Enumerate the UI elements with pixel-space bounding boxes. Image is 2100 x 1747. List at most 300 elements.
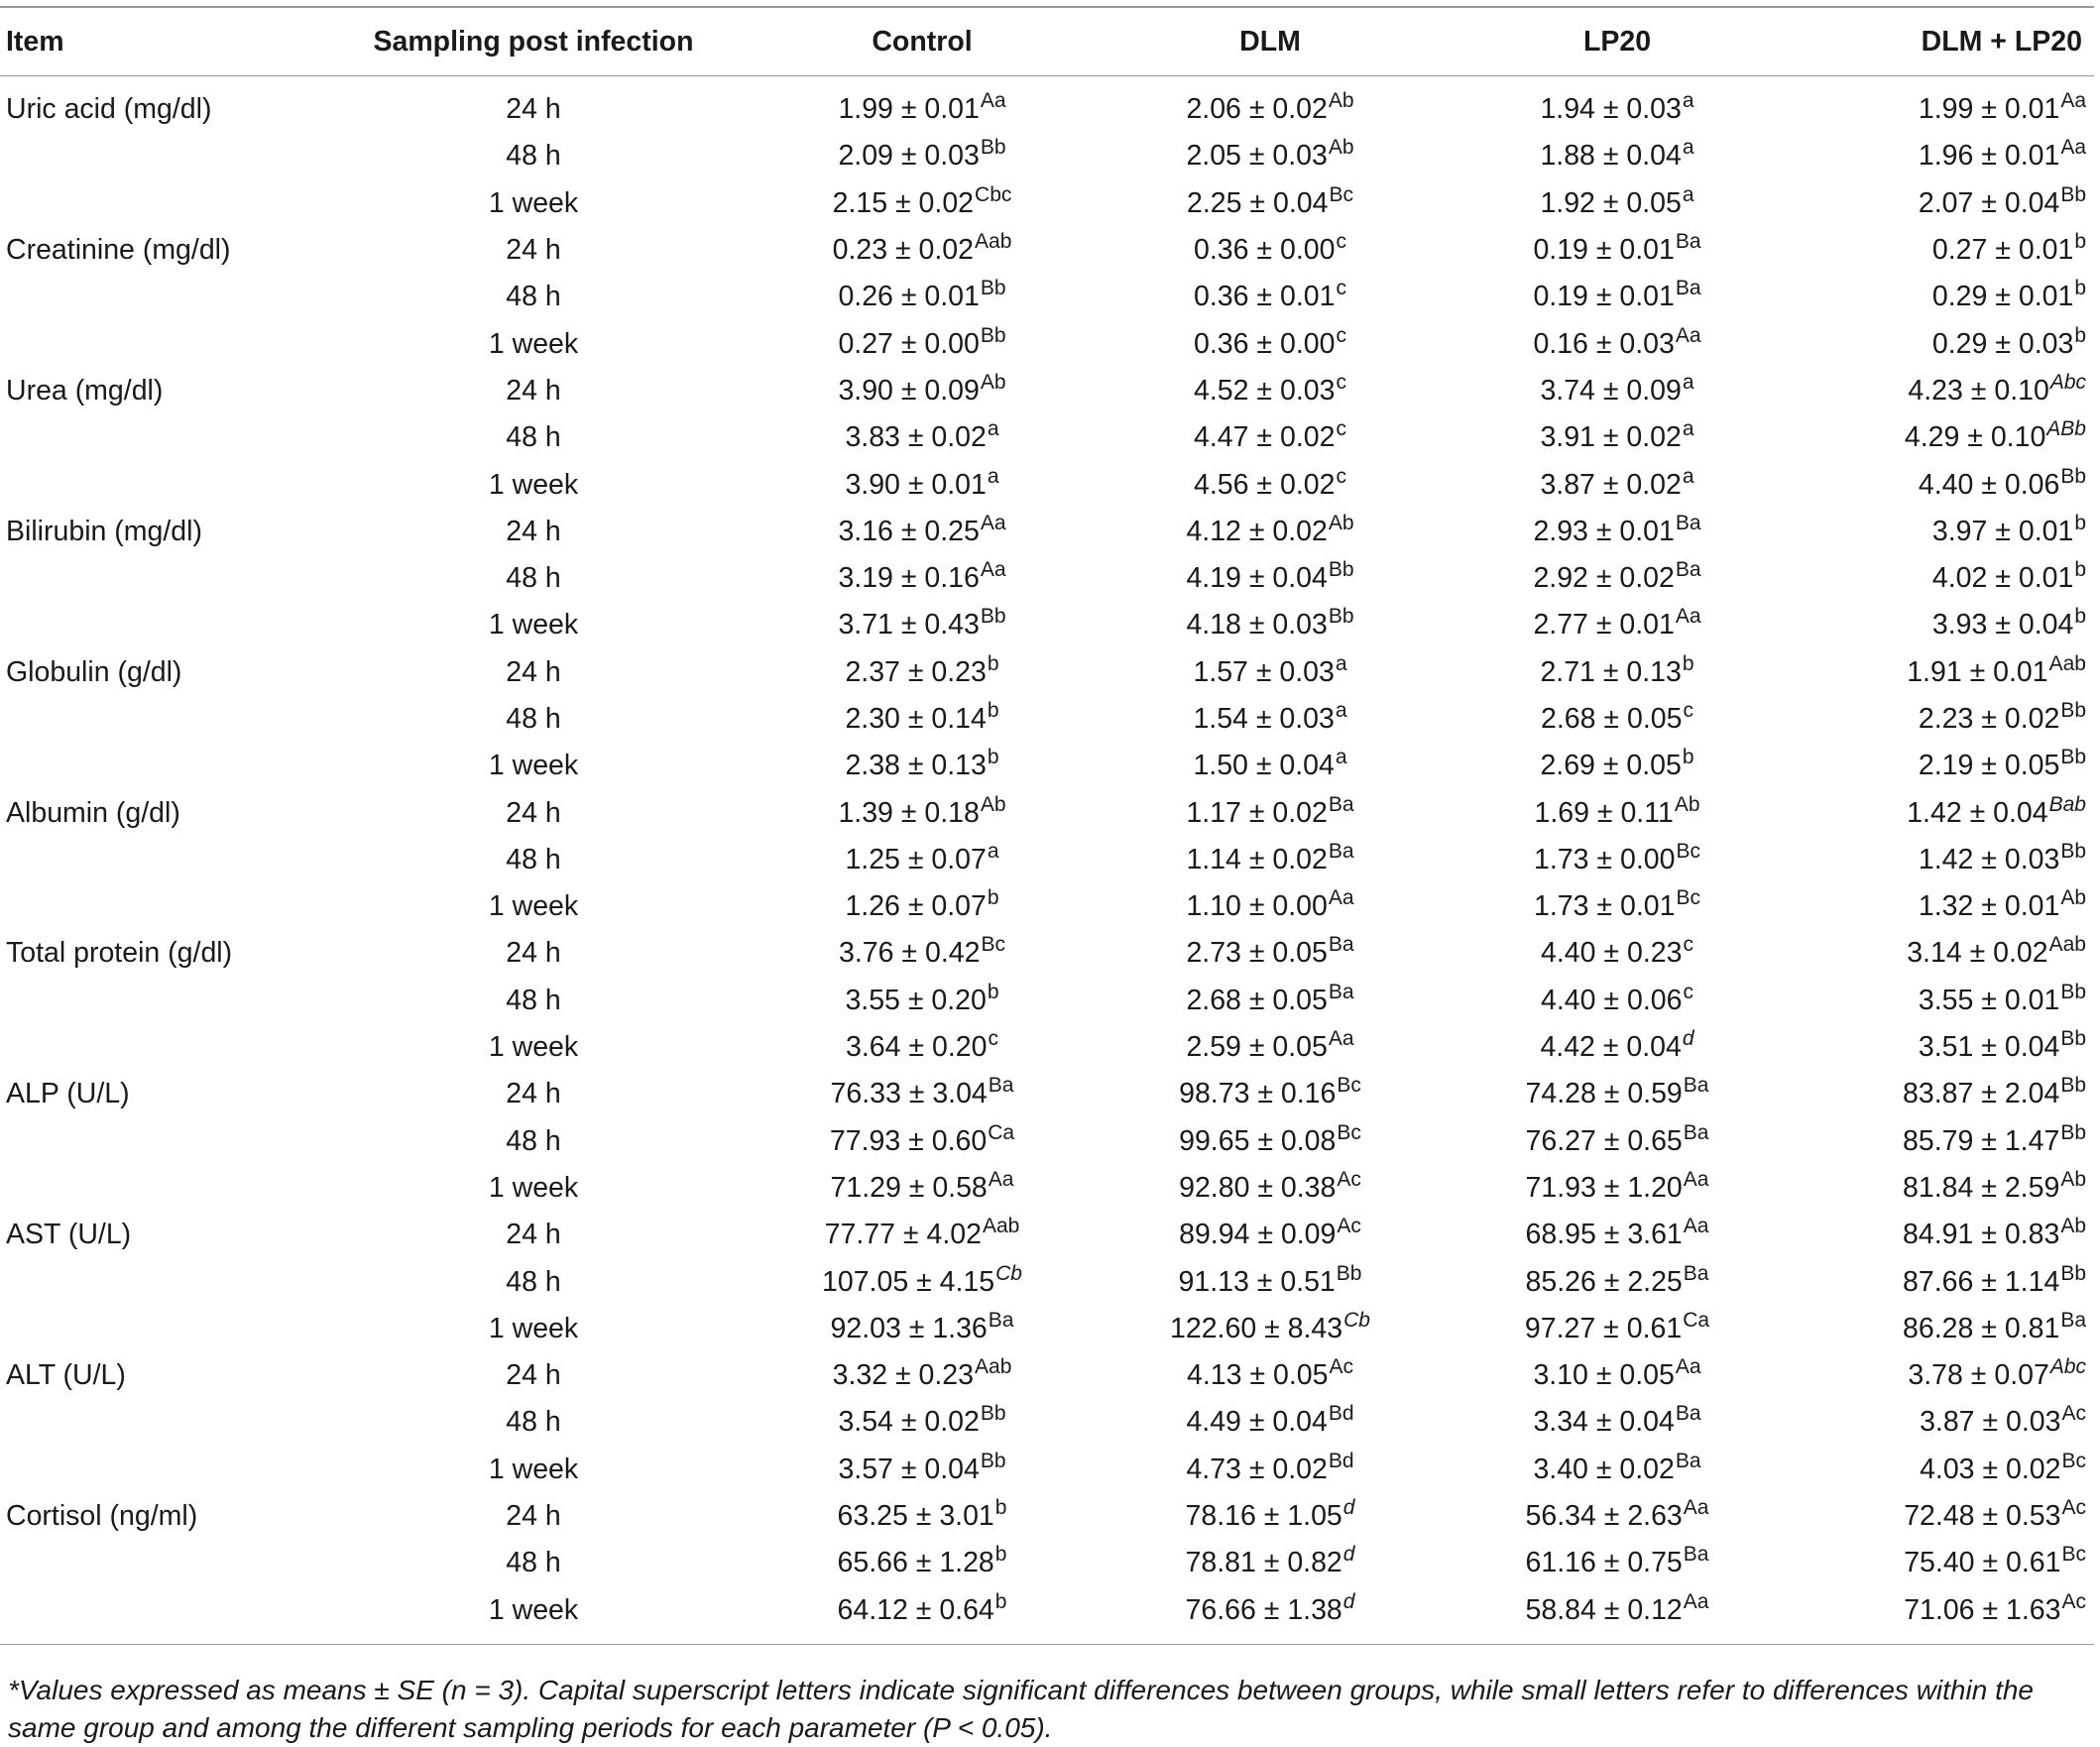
mean-se-value: 78.16 ± 1.05 bbox=[1185, 1500, 1342, 1533]
significance-superscript: a bbox=[1682, 370, 1694, 394]
mean-se-value: 1.92 ± 0.05 bbox=[1540, 186, 1682, 219]
significance-superscript: Ba bbox=[1675, 230, 1701, 254]
significance-superscript: b bbox=[987, 746, 999, 769]
lp20-value-cell bbox=[1446, 1493, 1789, 1540]
table-row bbox=[0, 368, 2094, 414]
significance-superscript: Bb bbox=[1328, 558, 1354, 582]
item-cell bbox=[0, 1540, 317, 1586]
lp20-value-cell bbox=[1446, 1118, 1789, 1165]
significance-superscript: d bbox=[1342, 1543, 1355, 1567]
control-value-cell bbox=[750, 837, 1095, 883]
sampling-cell: 24 h bbox=[506, 796, 561, 829]
mean-se-value: 1.50 ± 0.04 bbox=[1193, 750, 1335, 782]
mean-se-value: 81.84 ± 2.59 bbox=[1903, 1171, 2060, 1204]
control-value-cell bbox=[750, 1399, 1095, 1446]
lp20-value-cell bbox=[1446, 461, 1789, 508]
significance-superscript: Ba bbox=[1683, 1261, 1709, 1285]
significance-superscript: Ba bbox=[1328, 980, 1354, 1003]
mean-se-value: 1.57 ± 0.03 bbox=[1193, 655, 1335, 688]
mean-se-value: 76.27 ± 0.65 bbox=[1525, 1124, 1683, 1157]
control-value-cell bbox=[750, 1306, 1095, 1352]
significance-superscript: Bd bbox=[1328, 1449, 1354, 1472]
dlm-value-cell bbox=[1095, 1165, 1446, 1212]
mean-se-value: 2.77 ± 0.01 bbox=[1533, 609, 1675, 641]
mean-se-value: 0.29 ± 0.03 bbox=[1931, 327, 2074, 360]
sampling-cell: 24 h bbox=[506, 937, 561, 970]
significance-superscript: Bb bbox=[2060, 1261, 2086, 1285]
mean-se-value: 86.28 ± 0.81 bbox=[1903, 1312, 2060, 1344]
mean-se-value: 2.93 ± 0.01 bbox=[1533, 515, 1675, 547]
mean-se-value: 0.36 ± 0.00 bbox=[1194, 327, 1336, 360]
lp20-value-cell bbox=[1446, 414, 1789, 461]
mean-se-value: 0.36 ± 0.01 bbox=[1194, 281, 1336, 313]
mean-se-value: 85.26 ± 2.25 bbox=[1525, 1265, 1683, 1298]
dlm-lp20-value-cell bbox=[1789, 978, 2094, 1024]
lp20-value-cell bbox=[1446, 883, 1789, 930]
item-cell: Urea (mg/dl) bbox=[6, 374, 164, 407]
item-cell bbox=[0, 602, 317, 648]
dlm-value-cell bbox=[1095, 883, 1446, 930]
significance-superscript: Aa bbox=[980, 511, 1006, 534]
control-value-cell bbox=[750, 1258, 1095, 1305]
mean-se-value: 4.18 ± 0.03 bbox=[1186, 609, 1328, 641]
significance-superscript: Ba bbox=[1675, 277, 1701, 300]
control-value-cell bbox=[750, 1165, 1095, 1212]
mean-se-value: 2.05 ± 0.03 bbox=[1186, 140, 1328, 173]
mean-se-value: 72.48 ± 0.53 bbox=[1904, 1500, 2061, 1533]
control-value-cell bbox=[750, 930, 1095, 977]
table-row bbox=[0, 76, 2094, 134]
significance-superscript: Ba bbox=[988, 1074, 1014, 1098]
table-row bbox=[0, 1118, 2094, 1165]
control-value-cell bbox=[750, 76, 1095, 134]
table-row bbox=[0, 1587, 2094, 1645]
mean-se-value: 4.29 ± 0.10 bbox=[1904, 421, 2046, 454]
dlm-lp20-value-cell bbox=[1789, 743, 2094, 789]
significance-superscript: Aa bbox=[988, 1167, 1014, 1191]
mean-se-value: 97.27 ± 0.61 bbox=[1524, 1312, 1683, 1344]
dlm-value-cell bbox=[1095, 509, 1446, 555]
mean-se-value: 2.06 ± 0.02 bbox=[1186, 93, 1328, 126]
significance-superscript: Ba bbox=[1675, 1449, 1701, 1472]
mean-se-value: 92.80 ± 0.38 bbox=[1179, 1171, 1337, 1204]
table-row bbox=[0, 696, 2094, 743]
dlm-value-cell bbox=[1095, 930, 1446, 977]
table-row bbox=[0, 1071, 2094, 1117]
table-row bbox=[0, 1212, 2094, 1258]
dlm-lp20-value-cell bbox=[1789, 1399, 2094, 1446]
sampling-cell: 24 h bbox=[506, 93, 561, 126]
significance-superscript: Ba bbox=[1683, 1543, 1709, 1567]
item-cell: Creatinine (mg/dl) bbox=[6, 234, 231, 267]
mean-se-value: 3.71 ± 0.43 bbox=[838, 609, 980, 641]
dlm-lp20-value-cell bbox=[1789, 1118, 2094, 1165]
lp20-value-cell bbox=[1446, 1306, 1789, 1352]
mean-se-value: 84.91 ± 0.83 bbox=[1903, 1219, 2060, 1251]
mean-se-value: 65.66 ± 1.28 bbox=[837, 1547, 994, 1579]
dlm-value-cell bbox=[1095, 1024, 1446, 1071]
dlm-value-cell bbox=[1095, 461, 1446, 508]
significance-superscript: c bbox=[1336, 323, 1346, 347]
significance-superscript: Ab bbox=[980, 792, 1006, 816]
mean-se-value: 3.32 ± 0.23 bbox=[832, 1359, 975, 1392]
dlm-lp20-value-cell bbox=[1789, 1493, 2094, 1540]
table-row bbox=[0, 1352, 2094, 1399]
significance-superscript: Abc bbox=[2049, 370, 2086, 394]
significance-superscript: Ab bbox=[2060, 1215, 2086, 1238]
sampling-cell: 24 h bbox=[506, 1500, 561, 1533]
significance-superscript: Bb bbox=[980, 605, 1006, 629]
mean-se-value: 4.73 ± 0.02 bbox=[1186, 1453, 1328, 1485]
mean-se-value: 3.87 ± 0.02 bbox=[1540, 468, 1682, 501]
mean-se-value: 4.12 ± 0.02 bbox=[1186, 515, 1328, 547]
item-cell bbox=[0, 1024, 317, 1071]
significance-superscript: Ac bbox=[1337, 1215, 1361, 1238]
header-dlm-lp20: DLM + LP20 bbox=[1789, 7, 2094, 76]
mean-se-value: 76.33 ± 3.04 bbox=[830, 1078, 988, 1110]
significance-superscript: Bc bbox=[2061, 1543, 2086, 1567]
significance-superscript: Aa bbox=[2060, 136, 2086, 160]
mean-se-value: 3.19 ± 0.16 bbox=[838, 562, 980, 595]
mean-se-value: 1.39 ± 0.18 bbox=[838, 796, 980, 829]
mean-se-value: 2.37 ± 0.23 bbox=[845, 655, 987, 688]
control-value-cell bbox=[750, 1540, 1095, 1586]
sampling-cell: 24 h bbox=[506, 374, 561, 407]
control-value-cell bbox=[750, 180, 1095, 227]
significance-superscript: b bbox=[987, 651, 999, 675]
significance-superscript: b bbox=[994, 1589, 1007, 1613]
mean-se-value: 2.69 ± 0.05 bbox=[1540, 750, 1682, 782]
control-value-cell bbox=[750, 509, 1095, 555]
dlm-value-cell bbox=[1095, 602, 1446, 648]
mean-se-value: 3.57 ± 0.04 bbox=[838, 1453, 980, 1485]
mean-se-value: 92.03 ± 1.36 bbox=[830, 1312, 988, 1344]
mean-se-value: 1.96 ± 0.01 bbox=[1918, 140, 2060, 173]
dlm-lp20-value-cell bbox=[1789, 1447, 2094, 1493]
mean-se-value: 3.14 ± 0.02 bbox=[1907, 937, 2048, 970]
significance-superscript: Aab bbox=[2048, 933, 2086, 957]
significance-superscript: a bbox=[1682, 464, 1694, 488]
table-footnote: *Values expressed as means ± SE (n = 3). Capital superscript letters indicate significant differences between groups, while small letters refer to differences within the same group and among the different sampling periods for each parameter (P < 0.05). bbox=[8, 1675, 2034, 1743]
mean-se-value: 3.76 ± 0.42 bbox=[839, 937, 981, 970]
dlm-lp20-value-cell bbox=[1789, 649, 2094, 696]
significance-superscript: Bc bbox=[1676, 886, 1700, 910]
significance-superscript: b bbox=[2074, 230, 2086, 254]
item-cell bbox=[0, 837, 317, 883]
mean-se-value: 83.87 ± 2.04 bbox=[1903, 1078, 2060, 1110]
mean-se-value: 63.25 ± 3.01 bbox=[837, 1500, 994, 1533]
sampling-cell: 48 h bbox=[506, 421, 561, 454]
mean-se-value: 2.68 ± 0.05 bbox=[1541, 703, 1683, 735]
mean-se-value: 98.73 ± 0.16 bbox=[1179, 1078, 1337, 1110]
mean-se-value: 2.25 ± 0.04 bbox=[1187, 186, 1329, 219]
control-value-cell bbox=[750, 1024, 1095, 1071]
mean-se-value: 1.54 ± 0.03 bbox=[1193, 703, 1335, 735]
significance-superscript: b bbox=[2074, 558, 2086, 582]
table-row bbox=[0, 180, 2094, 227]
mean-se-value: 4.47 ± 0.02 bbox=[1194, 421, 1336, 454]
sampling-cell: 48 h bbox=[506, 843, 561, 875]
mean-se-value: 77.77 ± 4.02 bbox=[824, 1219, 982, 1251]
item-cell bbox=[0, 1447, 317, 1493]
control-value-cell bbox=[750, 1447, 1095, 1493]
significance-superscript: Ab bbox=[2060, 1167, 2086, 1191]
dlm-lp20-value-cell bbox=[1789, 227, 2094, 274]
dlm-value-cell bbox=[1095, 133, 1446, 179]
sampling-cell: 1 week bbox=[317, 1587, 750, 1645]
significance-superscript: a bbox=[987, 464, 999, 488]
mean-se-value: 61.16 ± 0.75 bbox=[1525, 1547, 1683, 1579]
table-row bbox=[0, 883, 2094, 930]
control-value-cell bbox=[750, 743, 1095, 789]
dlm-value-cell bbox=[1095, 1118, 1446, 1165]
biochemical-results-table bbox=[0, 6, 2094, 1645]
lp20-value-cell bbox=[1446, 1399, 1789, 1446]
sampling-cell: 48 h bbox=[506, 1124, 561, 1157]
significance-superscript: Bb bbox=[2060, 1120, 2086, 1144]
significance-superscript: a bbox=[1682, 417, 1694, 441]
significance-superscript: Ba bbox=[1683, 1120, 1709, 1144]
mean-se-value: 3.87 ± 0.03 bbox=[1920, 1406, 2061, 1439]
significance-superscript: Cb bbox=[995, 1261, 1022, 1285]
dlm-value-cell bbox=[1095, 978, 1446, 1024]
mean-se-value: 4.40 ± 0.23 bbox=[1541, 937, 1683, 970]
table-row bbox=[0, 743, 2094, 789]
item-cell: Globulin (g/dl) bbox=[6, 655, 182, 688]
dlm-value-cell bbox=[1095, 1306, 1446, 1352]
significance-superscript: c bbox=[1336, 417, 1346, 441]
significance-superscript: Aa bbox=[1328, 1027, 1354, 1051]
dlm-value-cell bbox=[1095, 180, 1446, 227]
control-value-cell bbox=[750, 1212, 1095, 1258]
significance-superscript: Ac bbox=[1337, 1167, 1361, 1191]
significance-superscript: Aa bbox=[1683, 1496, 1709, 1520]
mean-se-value: 1.94 ± 0.03 bbox=[1540, 93, 1682, 126]
item-cell bbox=[0, 320, 317, 367]
item-cell bbox=[0, 414, 317, 461]
mean-se-value: 3.93 ± 0.04 bbox=[1931, 609, 2074, 641]
significance-superscript: Aa bbox=[2060, 89, 2086, 113]
dlm-value-cell bbox=[1095, 320, 1446, 367]
table-row bbox=[0, 133, 2094, 179]
mean-se-value: 71.06 ± 1.63 bbox=[1904, 1593, 2061, 1626]
significance-superscript: b bbox=[994, 1543, 1007, 1567]
mean-se-value: 2.07 ± 0.04 bbox=[1918, 186, 2060, 219]
mean-se-value: 1.99 ± 0.01 bbox=[1918, 93, 2060, 126]
dlm-lp20-value-cell bbox=[1789, 76, 2094, 134]
significance-superscript: ABb bbox=[2046, 417, 2086, 441]
table-row bbox=[0, 461, 2094, 508]
significance-superscript: a bbox=[987, 417, 999, 441]
significance-superscript: Ba bbox=[988, 1308, 1014, 1332]
control-value-cell bbox=[750, 1587, 1095, 1645]
dlm-value-cell bbox=[1095, 743, 1446, 789]
item-cell bbox=[0, 1306, 317, 1352]
sampling-cell: 48 h bbox=[506, 562, 561, 595]
mean-se-value: 3.74 ± 0.09 bbox=[1540, 374, 1682, 407]
item-cell bbox=[0, 1118, 317, 1165]
mean-se-value: 1.14 ± 0.02 bbox=[1186, 843, 1328, 875]
dlm-lp20-value-cell bbox=[1789, 509, 2094, 555]
lp20-value-cell bbox=[1446, 1540, 1789, 1586]
significance-superscript: b bbox=[2074, 277, 2086, 300]
significance-superscript: Bc bbox=[1337, 1120, 1361, 1144]
dlm-lp20-value-cell bbox=[1789, 1587, 2094, 1645]
dlm-lp20-value-cell bbox=[1789, 930, 2094, 977]
mean-se-value: 2.30 ± 0.14 bbox=[845, 703, 987, 735]
table-row bbox=[0, 509, 2094, 555]
table-row bbox=[0, 789, 2094, 836]
sampling-cell: 48 h bbox=[506, 1547, 561, 1579]
lp20-value-cell bbox=[1446, 1352, 1789, 1399]
mean-se-value: 75.40 ± 0.61 bbox=[1904, 1547, 2061, 1579]
mean-se-value: 1.73 ± 0.00 bbox=[1534, 843, 1676, 875]
significance-superscript: Ba bbox=[1328, 839, 1354, 863]
significance-superscript: a bbox=[1682, 182, 1694, 206]
significance-superscript: Bb bbox=[2060, 182, 2086, 206]
sampling-cell: 48 h bbox=[506, 140, 561, 173]
dlm-lp20-value-cell bbox=[1789, 368, 2094, 414]
significance-superscript: Bb bbox=[2060, 839, 2086, 863]
table-row bbox=[0, 414, 2094, 461]
significance-superscript: Bb bbox=[2060, 699, 2086, 722]
significance-superscript: Bb bbox=[2060, 1027, 2086, 1051]
significance-superscript: Bb bbox=[2060, 464, 2086, 488]
table-header bbox=[0, 7, 2094, 76]
control-value-cell bbox=[750, 1352, 1095, 1399]
mean-se-value: 4.03 ± 0.02 bbox=[1920, 1453, 2061, 1485]
dlm-value-cell bbox=[1095, 837, 1446, 883]
lp20-value-cell bbox=[1446, 76, 1789, 134]
significance-superscript: Bc bbox=[2061, 1449, 2086, 1472]
significance-superscript: Aa bbox=[980, 89, 1006, 113]
mean-se-value: 4.40 ± 0.06 bbox=[1541, 984, 1683, 1016]
table-row bbox=[0, 1399, 2094, 1446]
mean-se-value: 3.55 ± 0.01 bbox=[1918, 984, 2060, 1016]
mean-se-value: 3.40 ± 0.02 bbox=[1533, 1453, 1675, 1485]
significance-superscript: b bbox=[987, 886, 999, 910]
significance-superscript: Aa bbox=[1683, 1167, 1709, 1191]
significance-superscript: a bbox=[1335, 746, 1347, 769]
table-row bbox=[0, 1447, 2094, 1493]
mean-se-value: 0.16 ± 0.03 bbox=[1533, 327, 1675, 360]
control-value-cell bbox=[750, 1493, 1095, 1540]
table-row bbox=[0, 602, 2094, 648]
lp20-value-cell bbox=[1446, 743, 1789, 789]
lp20-value-cell bbox=[1446, 1024, 1789, 1071]
mean-se-value: 0.27 ± 0.00 bbox=[838, 327, 980, 360]
mean-se-value: 3.83 ± 0.02 bbox=[845, 421, 987, 454]
item-cell bbox=[0, 1258, 317, 1305]
dlm-lp20-value-cell bbox=[1789, 320, 2094, 367]
significance-superscript: Bb bbox=[2060, 980, 2086, 1003]
dlm-lp20-value-cell bbox=[1789, 696, 2094, 743]
significance-superscript: a bbox=[987, 839, 999, 863]
control-value-cell bbox=[750, 649, 1095, 696]
mean-se-value: 2.68 ± 0.05 bbox=[1186, 984, 1328, 1016]
table-row bbox=[0, 274, 2094, 320]
mean-se-value: 4.52 ± 0.03 bbox=[1194, 374, 1336, 407]
significance-superscript: Bc bbox=[1337, 1074, 1361, 1098]
dlm-lp20-value-cell bbox=[1789, 461, 2094, 508]
item-cell bbox=[0, 133, 317, 179]
mean-se-value: 74.28 ± 0.59 bbox=[1525, 1078, 1683, 1110]
lp20-value-cell bbox=[1446, 1258, 1789, 1305]
table-row bbox=[0, 649, 2094, 696]
dlm-lp20-value-cell bbox=[1789, 555, 2094, 602]
significance-superscript: Bb bbox=[980, 323, 1006, 347]
dlm-lp20-value-cell bbox=[1789, 180, 2094, 227]
significance-superscript: Ba bbox=[1675, 511, 1701, 534]
significance-superscript: Ab bbox=[1328, 136, 1354, 160]
sampling-cell: 1 week bbox=[488, 468, 579, 501]
dlm-lp20-value-cell bbox=[1789, 1212, 2094, 1258]
mean-se-value: 2.15 ± 0.02 bbox=[832, 186, 975, 219]
sampling-cell: 1 week bbox=[488, 890, 579, 923]
item-cell bbox=[0, 180, 317, 227]
significance-superscript: Aab bbox=[975, 230, 1012, 254]
mean-se-value: 0.19 ± 0.01 bbox=[1533, 281, 1675, 313]
mean-se-value: 91.13 ± 0.51 bbox=[1178, 1265, 1336, 1298]
item-cell: ALP (U/L) bbox=[6, 1078, 130, 1110]
control-value-cell bbox=[750, 414, 1095, 461]
sampling-cell: 48 h bbox=[506, 984, 561, 1016]
item-cell bbox=[0, 743, 317, 789]
mean-se-value: 58.84 ± 0.12 bbox=[1525, 1593, 1683, 1626]
lp20-value-cell bbox=[1446, 696, 1789, 743]
mean-se-value: 122.60 ± 8.43 bbox=[1170, 1312, 1343, 1344]
mean-se-value: 4.13 ± 0.05 bbox=[1187, 1359, 1329, 1392]
item-cell bbox=[0, 978, 317, 1024]
mean-se-value: 2.19 ± 0.05 bbox=[1918, 750, 2060, 782]
lp20-value-cell bbox=[1446, 837, 1789, 883]
mean-se-value: 0.36 ± 0.00 bbox=[1194, 234, 1336, 267]
lp20-value-cell bbox=[1446, 368, 1789, 414]
mean-se-value: 77.93 ± 0.60 bbox=[829, 1124, 988, 1157]
mean-se-value: 56.34 ± 2.63 bbox=[1525, 1500, 1683, 1533]
mean-se-value: 0.26 ± 0.01 bbox=[838, 281, 980, 313]
significance-superscript: Ab bbox=[1328, 511, 1354, 534]
significance-superscript: Ac bbox=[1329, 1355, 1353, 1379]
mean-se-value: 2.23 ± 0.02 bbox=[1918, 703, 2060, 735]
significance-superscript: Bb bbox=[1328, 605, 1354, 629]
significance-superscript: b bbox=[2074, 511, 2086, 534]
control-value-cell bbox=[750, 461, 1095, 508]
significance-superscript: b bbox=[1682, 651, 1694, 675]
dlm-lp20-value-cell bbox=[1789, 414, 2094, 461]
item-cell bbox=[0, 1399, 317, 1446]
mean-se-value: 2.92 ± 0.02 bbox=[1533, 562, 1675, 595]
lp20-value-cell bbox=[1446, 509, 1789, 555]
significance-superscript: c bbox=[1336, 230, 1346, 254]
mean-se-value: 4.19 ± 0.04 bbox=[1186, 562, 1328, 595]
significance-superscript: Aa bbox=[1675, 1355, 1701, 1379]
mean-se-value: 3.34 ± 0.04 bbox=[1533, 1406, 1675, 1439]
control-value-cell bbox=[750, 789, 1095, 836]
dlm-value-cell bbox=[1095, 1587, 1446, 1645]
significance-superscript: c bbox=[1683, 980, 1693, 1003]
significance-superscript: Bb bbox=[2060, 1074, 2086, 1098]
control-value-cell bbox=[750, 1118, 1095, 1165]
dlm-value-cell bbox=[1095, 1399, 1446, 1446]
significance-superscript: Aab bbox=[2048, 651, 2086, 675]
mean-se-value: 4.40 ± 0.06 bbox=[1918, 468, 2060, 501]
mean-se-value: 2.09 ± 0.03 bbox=[838, 140, 980, 173]
item-cell bbox=[0, 555, 317, 602]
significance-superscript: c bbox=[1336, 464, 1346, 488]
significance-superscript: Ab bbox=[2060, 886, 2086, 910]
mean-se-value: 4.02 ± 0.01 bbox=[1931, 562, 2074, 595]
